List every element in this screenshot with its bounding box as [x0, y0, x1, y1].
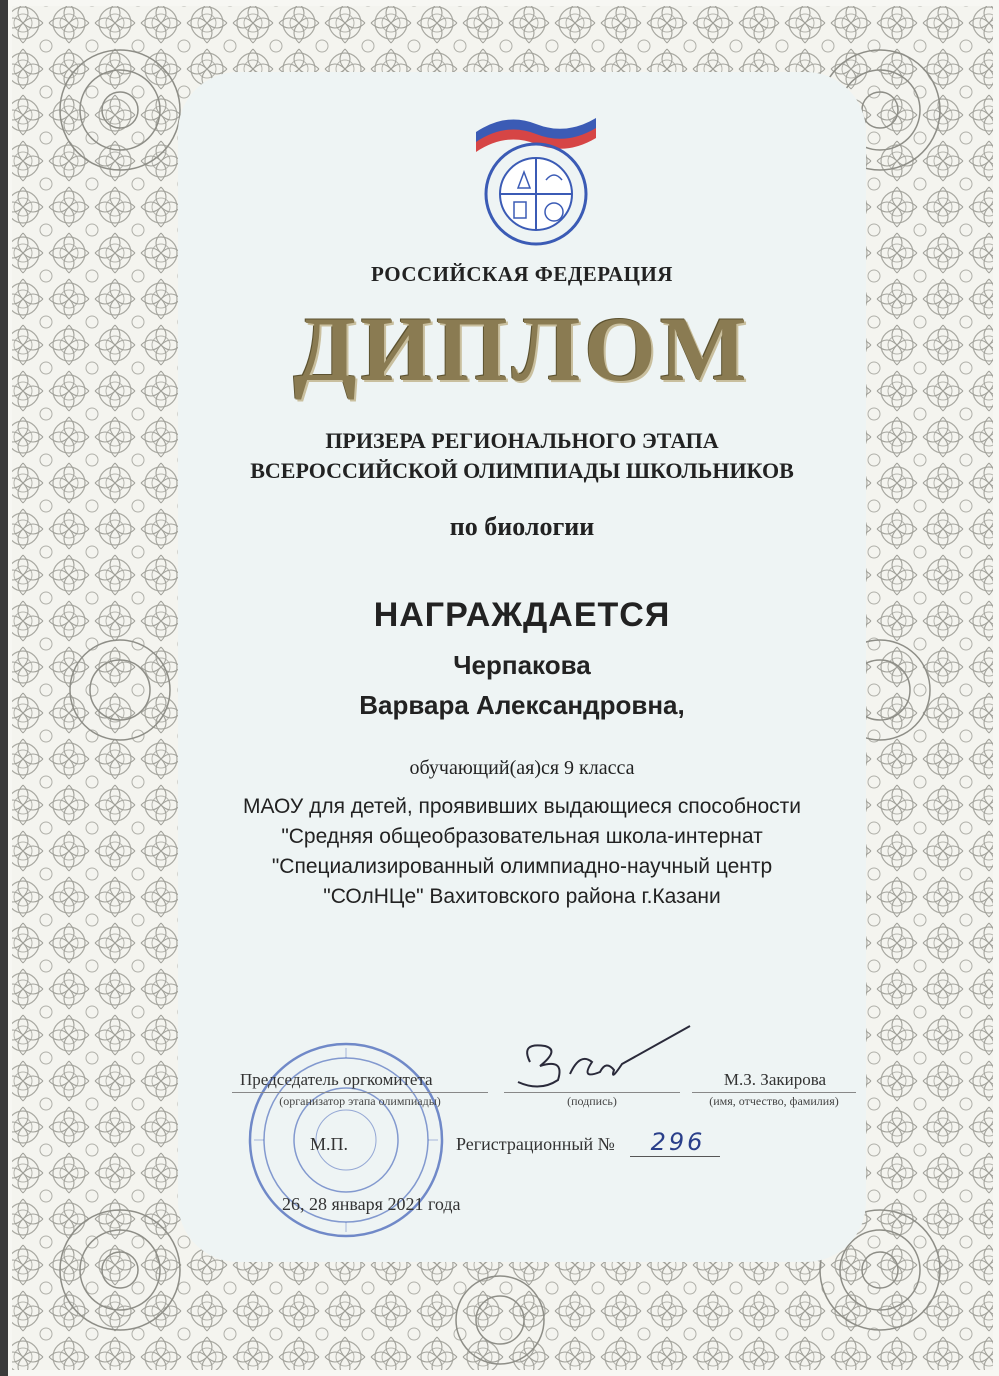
olympiad-emblem	[466, 110, 606, 250]
diploma-title: ДИПЛОМ	[293, 298, 751, 400]
recipient-surname: Черпакова	[453, 650, 591, 680]
signer-line	[692, 1092, 856, 1093]
handwritten-signature	[510, 1022, 700, 1102]
school-block	[178, 792, 866, 912]
signer-name: М.З. Закирова	[723, 1070, 827, 1089]
registration-number: 296	[650, 1128, 706, 1156]
school-line: "Средняя общеобразовательная школа-интернат	[281, 825, 763, 848]
chair-caption: (организатор этапа олимпиады)	[279, 1094, 441, 1108]
school-line: "Специализированный олимпиадно-научный центр	[271, 855, 773, 878]
registration-line	[630, 1156, 720, 1157]
chair-line	[232, 1092, 488, 1093]
recipient-grade: обучающий(ая)ся 9 класса	[409, 757, 635, 779]
school-line: "СОлНЦе" Вахитовского района г.Казани	[323, 885, 721, 908]
recipient-name: Варвара Александровна,	[359, 690, 685, 720]
award-date: 26, 28 января 2021 года	[282, 1194, 461, 1214]
signature-line	[504, 1092, 680, 1093]
registration-label: Регистрационный №	[456, 1134, 615, 1154]
awarded-heading: НАГРАЖДАЕТСЯ	[373, 596, 671, 634]
subtitle-line-1: ПРИЗЕРА РЕГИОНАЛЬНОГО ЭТАПА	[325, 428, 719, 453]
chair-label: Председатель оргкомитета	[240, 1070, 433, 1089]
subtitle-line-2: ВСЕРОССИЙСКОЙ ОЛИМПИАДЫ ШКОЛЬНИКОВ	[250, 458, 794, 483]
signer-caption: (имя, отчество, фамилия)	[709, 1094, 839, 1108]
country-heading: РОССИЙСКАЯ ФЕДЕРАЦИЯ	[371, 262, 673, 286]
school-line: МАОУ для детей, проявивших выдающиеся способности	[243, 795, 801, 818]
stamp-label: М.П.	[310, 1134, 349, 1154]
signature-caption: (подпись)	[567, 1094, 617, 1108]
diploma-subtitle	[178, 426, 866, 486]
subject: по биологии	[449, 512, 595, 541]
